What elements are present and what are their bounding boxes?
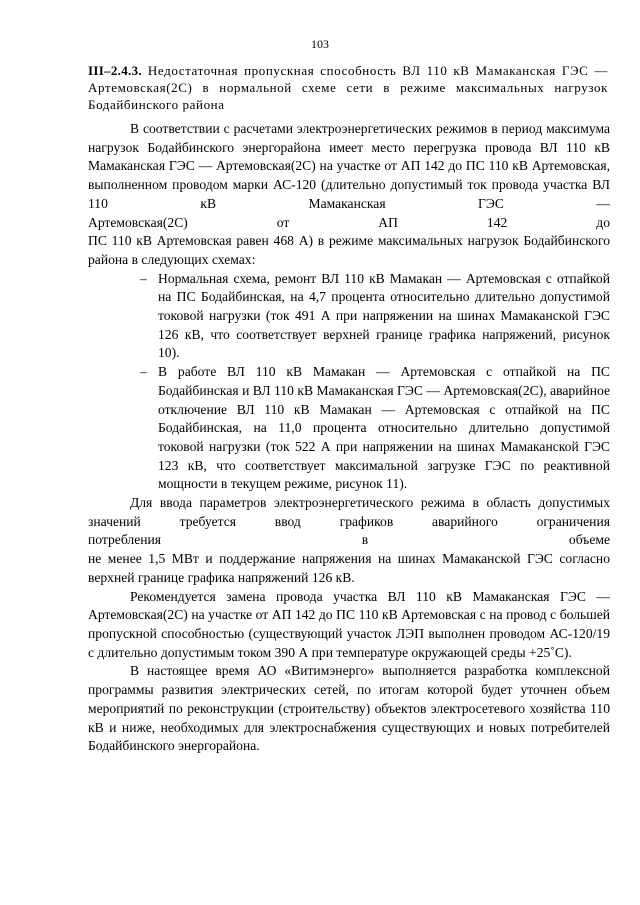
section-number: III–2.4.3. [88, 63, 142, 78]
paragraph-1-part-c: ПС 110 кВ Артемовская равен 468 А) в режиме максимальных нагрузок Бодайбинского района в следующих схемах: [88, 233, 610, 267]
list-dash: – [140, 270, 147, 286]
page-number: 103 [311, 37, 329, 51]
section-title: Недостаточная пропускная способность ВЛ 110 кВ Мамаканская ГЭС — Артемовская(2С) в нормальной схеме сети в режиме максимальных нагрузок Бодайбинского района [88, 63, 608, 112]
section-heading [88, 62, 608, 113]
paragraph-4: В настоящее время АО «Витимэнерго» выполняется разработка комплексной программы развития электрических сетей, по итогам которой будет уточнен объем мероприятий по реконструкции (строительству) объектов электросетевого хозяйства 110 кВ и ниже, необходимых для электроснабжения существующих и новых потребителей Бодайбинского энергорайона. [88, 663, 610, 754]
list-item [140, 270, 610, 364]
paragraph-2 [88, 494, 610, 588]
list-dash: – [140, 364, 147, 380]
document-body [88, 120, 610, 756]
paragraph-3: Рекомендуется замена провода участка ВЛ 110 кВ Мамаканская ГЭС — Артемовская(2С) на участке от АП 142 до ПС 110 кВ Артемовская с на провод с большей пропускной способностью (существующий участок ЛЭП выполнен проводом АС-120/19 с длительно допустимым током 390 А при температуре окружающей среды +25˚С). [88, 588, 610, 660]
paragraph-2-part-b: потребления в объеме [88, 532, 610, 548]
scenario-list [88, 270, 610, 494]
paragraph-2-part-c: не менее 1,5 МВт и поддержание напряжения на шинах Мамаканской ГЭС согласно верхней границе графика напряжений 126 кВ. [88, 551, 610, 585]
paragraph-1-part-b: Артемовская(2С) от АП 142 до [88, 214, 610, 230]
paragraph-2-part-a: Для ввода параметров электроэнергетического режима в область допустимых значений требуется ввод графиков аварийного ограничения [88, 495, 610, 529]
paragraph-1 [88, 120, 610, 270]
list-item [140, 363, 610, 494]
list-item-text: В работе ВЛ 110 кВ Мамакан — Артемовская с отпайкой на ПС Бодайбинская и ВЛ 110 кВ Мамаканская ГЭС — Артемовская(2С), аварийное отключение ВЛ 110 кВ Мамакан — Артемовская с отпайкой на ПС Бодайбинская, на 11,0 процента относительно длительно допустимой токовой нагрузки (ток 522 А при напряжении на шинах Мамаканской ГЭС 123 кВ, что соответствует максимальной загрузке ГЭС по реактивной мощности в текущем режиме, рисунок 11). [158, 364, 610, 492]
list-item-text: Нормальная схема, ремонт ВЛ 110 кВ Мамакан — Артемовская с отпайкой на ПС Бодайбинская, на 4,7 процента относительно длительно допустимой токовой нагрузки (ток 491 А при напряжении на шинах Мамаканской ГЭС 126 кВ, что соответствует верхней границе графика напряжений, рисунок 10). [158, 270, 610, 361]
paragraph-1-part-a: В соответствии с расчетами электроэнергетических режимов в период максимума нагрузок Бодайбинского энергорайона имеет место перегрузка провода ВЛ 110 кВ Мамаканская ГЭС — Артемовская(2С) на участке от АП 142 до ПС 110 кВ Артемовская, выполненном проводом марки АС-120 (длительно допустимый ток провода участка ВЛ 110 кВ Мамаканская ГЭС — [88, 121, 610, 211]
